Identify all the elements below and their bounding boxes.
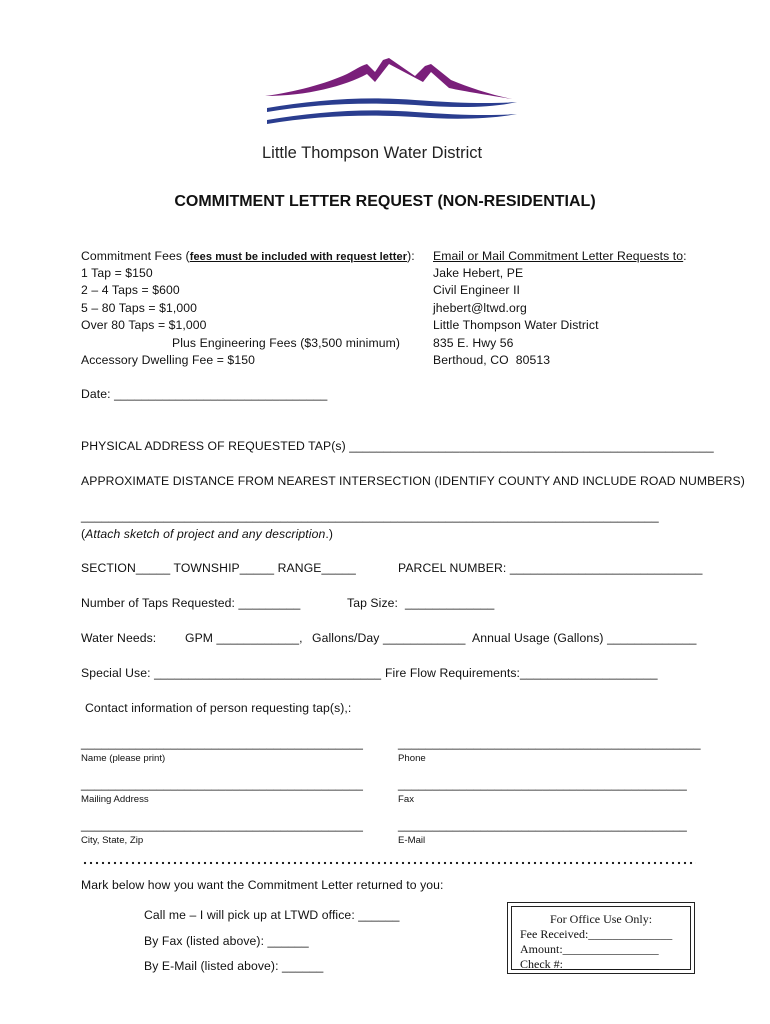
district-logo <box>255 52 525 142</box>
special-use-field[interactable]: Special Use: _________________________________ <box>81 666 382 680</box>
contact-street: 835 E. Hwy 56 <box>433 336 514 350</box>
contact-name: Jake Hebert, PE <box>433 266 524 280</box>
distance-label: APPROXIMATE DISTANCE FROM NEAREST INTERSECTION (IDENTIFY COUNTY AND INCLUDE ROAD NUMBERS) <box>81 474 745 488</box>
check-line: Check #:________________ <box>520 957 659 971</box>
office-use-box <box>507 902 695 974</box>
fee-received-line: Fee Received:______________ <box>520 927 673 941</box>
fees-heading-emphasis: fees must be included with request letter <box>189 251 408 263</box>
mailing-label: Mailing Address <box>81 794 149 805</box>
amount-line: Amount:________________ <box>520 942 659 956</box>
call-option[interactable]: Call me – I will pick up at LTWD office: ______ <box>144 908 400 922</box>
mountain-shape <box>265 58 517 100</box>
contact-org: Little Thompson Water District <box>433 318 599 332</box>
logo-org-name: Little Thompson Water District <box>262 144 483 162</box>
fee-line: 5 – 80 Taps = $1,000 <box>81 301 197 315</box>
attach-note: (Attach sketch of project and any description.) <box>81 527 333 541</box>
name-label: Name (please print) <box>81 753 166 764</box>
fee-line: 1 Tap = $150 <box>81 266 153 280</box>
fees-heading: Commitment Fees (fees must be included with request letter): <box>81 249 415 263</box>
email-input-line[interactable]: __________________________________________ <box>398 818 687 832</box>
distance-field[interactable]: ____________________________________________________________________________________ <box>81 509 659 523</box>
contact-email[interactable]: jhebert@ltwd.org <box>433 301 527 315</box>
contact-heading: Contact information of person requesting tap(s),: <box>85 701 352 715</box>
email-option[interactable]: By E-Mail (listed above): ______ <box>144 959 324 973</box>
fax-input-line[interactable]: __________________________________________ <box>398 777 687 791</box>
office-use-heading: For Office Use Only: <box>550 912 653 926</box>
gpm-field[interactable]: GPM ____________, <box>185 631 303 645</box>
date-field[interactable]: Date: _______________________________ <box>81 387 328 401</box>
mail-to-heading: Email or Mail Commitment Letter Requests to: <box>433 249 687 263</box>
water-needs-label: Water Needs: <box>81 631 157 645</box>
fax-option[interactable]: By Fax (listed above): ______ <box>144 934 309 948</box>
contact-city: Berthoud, CO 80513 <box>433 353 551 367</box>
phone-label: Phone <box>398 753 426 764</box>
dotted-divider <box>82 860 696 866</box>
page-title: COMMITMENT LETTER REQUEST (NON-RESIDENTIAL) <box>174 193 596 210</box>
accessory-fee: Accessory Dwelling Fee = $150 <box>81 353 255 367</box>
mailing-input-line[interactable]: _________________________________________ <box>81 777 364 791</box>
engineering-fee: Plus Engineering Fees ($3,500 minimum) <box>172 336 401 350</box>
annual-usage-field[interactable]: Annual Usage (Gallons) _____________ <box>472 631 697 645</box>
contact-title: Civil Engineer II <box>433 283 521 297</box>
phone-input-line[interactable]: ____________________________________________ <box>398 736 701 750</box>
physical-address-field[interactable]: PHYSICAL ADDRESS OF REQUESTED TAP(s) _____________________________________________________ <box>81 439 714 453</box>
city-input-line[interactable]: _________________________________________ <box>81 818 364 832</box>
parcel-number-field[interactable]: PARCEL NUMBER: ____________________________ <box>398 561 703 575</box>
section-township-range-field[interactable]: SECTION_____ TOWNSHIP_____ RANGE_____ <box>81 561 356 575</box>
tap-size-field[interactable]: Tap Size: _____________ <box>347 596 495 610</box>
fee-line: Over 80 Taps = $1,000 <box>81 318 207 332</box>
fee-line: 2 – 4 Taps = $600 <box>81 283 180 297</box>
fire-flow-field[interactable]: Fire Flow Requirements:____________________ <box>385 666 658 680</box>
name-input-line[interactable]: _________________________________________ <box>81 736 364 750</box>
water-wave-2 <box>267 110 517 124</box>
city-label: City, State, Zip <box>81 835 144 846</box>
gallons-day-field[interactable]: Gallons/Day ____________ <box>312 631 466 645</box>
num-taps-field[interactable]: Number of Taps Requested: _________ <box>81 596 301 610</box>
fax-label: Fax <box>398 794 414 805</box>
email-label: E-Mail <box>398 835 426 846</box>
return-heading: Mark below how you want the Commitment Letter returned to you: <box>81 878 444 892</box>
water-wave-1 <box>267 98 517 112</box>
